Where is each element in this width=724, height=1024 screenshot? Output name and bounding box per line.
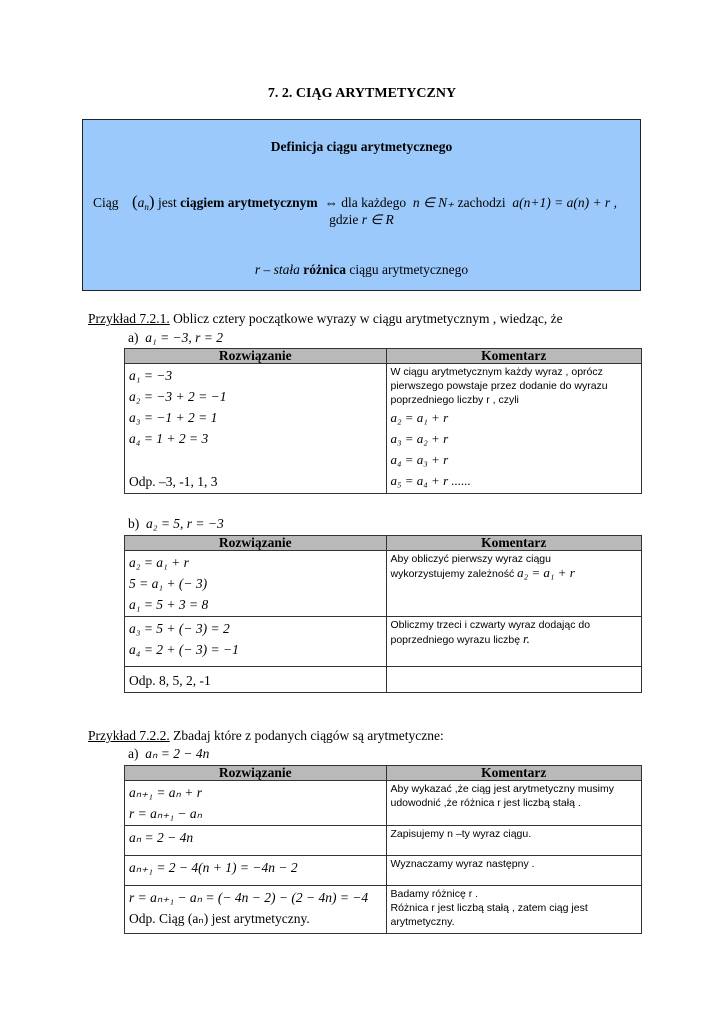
part-a-label: a) [128, 746, 139, 761]
example-1-text: Oblicz cztery początkowe wyrazy w ciągu arytmetycznym , wiedząc, że [173, 311, 563, 326]
header-solution: Rozwiązanie [125, 536, 387, 551]
comment-cell: Zapisujemy n –ty wyraz ciągu. [386, 826, 642, 856]
solution-line: r = aₙ₊₁ − aₙ = (− 4n − 2) − (2 − 4n) = −4 [129, 890, 369, 905]
comment-line: a₅ = a₄ + r ...... [390, 473, 471, 488]
sequence-open-paren: ( [132, 192, 138, 211]
comment-text: W ciągu arytmetycznym każdy wyraz , oprócz pierwszego powstaje przez dodanie do wyrazu poprzedniego liczby r , czyli [390, 366, 608, 406]
answer-cell [125, 667, 387, 693]
sequence-symbol: $a_n$ [137, 195, 149, 212]
solution-line: a₂ = −3 + 2 = −1 [129, 389, 227, 404]
comment-line: a₂ = a₁ + r [390, 410, 449, 425]
example-2-text: Zbadaj które z podanych ciągów są arytmetyczne: [173, 728, 444, 743]
comment-cell [386, 364, 642, 494]
comment-cell: Wyznaczamy wyraz następny . [386, 856, 642, 886]
part-a-given: aₙ = 2 − 4n [145, 746, 210, 761]
solution-cell [125, 551, 387, 617]
answer-text: Odp. 8, 5, 2, -1 [129, 673, 211, 688]
solution-cell [125, 781, 387, 826]
comment-cell [386, 886, 642, 934]
solution-cell [125, 856, 387, 886]
comment-text: Różnica r jest liczbą stałą , zatem ciąg jest arytmetyczny. [390, 902, 588, 928]
solution-cell [125, 364, 387, 494]
comment-line: a₄ = a₃ + r [390, 452, 449, 467]
definition-where-math: r ∈ R [361, 212, 394, 227]
table-example-2a [124, 765, 642, 934]
solution-line: a₄ = 2 + (− 3) = −1 [129, 642, 239, 657]
definition-box [82, 119, 641, 291]
definition-line-1 [93, 192, 617, 212]
definition-where: gdzie [329, 212, 359, 227]
sequence-close-paren: ) [148, 192, 155, 211]
solution-line: a₃ = −1 + 2 = 1 [129, 410, 218, 425]
answer-text: Odp. Ciąg (aₙ) jest arytmetyczny. [129, 911, 310, 926]
definition-formula: a(n+1) = a(n) + r , [512, 195, 617, 210]
definition-difference-term: różnica [303, 262, 346, 277]
empty-cell [386, 667, 642, 693]
header-comment: Komentarz [386, 536, 642, 551]
definition-condition: n ∈ N₊ [412, 195, 455, 210]
solution-cell [125, 826, 387, 856]
part-a-label: a) [128, 330, 139, 345]
definition-r-text-end: ciągu arytmetycznego [349, 262, 469, 277]
part-a-given: a₁ = −3, r = 2 [145, 330, 224, 345]
header-solution: Rozwiązanie [125, 766, 387, 781]
comment-text: Aby obliczyć pierwszy wyraz ciągu [390, 553, 551, 565]
solution-line: aₙ₊₁ = 2 − 4(n + 1) = −4n − 2 [129, 860, 298, 875]
table-example-1a [124, 348, 642, 494]
definition-line-2 [83, 212, 640, 228]
comment-cell: Aby wykazać ,że ciąg jest arytmetyczny musimy udowodnić ,że różnica r jest liczbą stałą . [386, 781, 642, 826]
part-b-label: b) [128, 516, 140, 531]
example-1-label: Przykład 7.2.1. [88, 311, 170, 326]
example-1-part-b [128, 516, 224, 532]
comment-cell [386, 551, 642, 617]
solution-cell [125, 886, 387, 934]
comment-text: Obliczmy trzeci i czwarty wyraz dodając do poprzedniego wyrazu liczbę r. [390, 619, 591, 646]
definition-holds: zachodzi [457, 195, 506, 210]
comment-text: Badamy różnicę r . [390, 888, 479, 900]
solution-line: a₄ = 1 + 2 = 3 [129, 431, 209, 446]
example-2-label: Przykład 7.2.2. [88, 728, 170, 743]
solution-line: r = aₙ₊₁ − aₙ [129, 806, 203, 821]
solution-line: aₙ₊₁ = aₙ + r [129, 785, 203, 800]
example-1-statement [88, 311, 563, 327]
definition-prefix: Ciąg [93, 195, 119, 210]
solution-line: a₂ = a₁ + r [129, 555, 189, 570]
solution-line: a₃ = 5 + (− 3) = 2 [129, 621, 230, 636]
header-comment: Komentarz [386, 349, 642, 364]
definition-r-text: r – stała [254, 262, 300, 277]
iff-symbol: ⇔ [324, 195, 338, 210]
example-2-part-a [128, 746, 209, 762]
definition-is: jest [157, 195, 177, 210]
comment-cell [386, 617, 642, 667]
part-b-given: a₂ = 5, r = −3 [146, 516, 224, 531]
comment-math: a₂ = a₁ + r [517, 565, 575, 580]
definition-for-each: dla każdego [341, 195, 407, 210]
solution-line: a₁ = −3 [129, 368, 173, 383]
table-example-1b [124, 535, 642, 693]
page-heading: 7. 2. CIĄG ARYTMETYCZNY [267, 86, 457, 101]
header-solution: Rozwiązanie [125, 349, 387, 364]
example-1-part-a [128, 330, 223, 346]
solution-line: a₁ = 5 + 3 = 8 [129, 597, 209, 612]
solution-cell [125, 617, 387, 667]
solution-line: 5 = a₁ + (− 3) [129, 576, 208, 591]
definition-line-3 [83, 262, 640, 278]
comment-line: a₃ = a₂ + r [390, 431, 449, 446]
definition-title: Definicja ciągu arytmetycznego [270, 139, 453, 154]
answer-text: Odp. –3, -1, 1, 3 [129, 474, 218, 489]
solution-line: aₙ = 2 − 4n [129, 830, 194, 845]
header-comment: Komentarz [386, 766, 642, 781]
comment-math: r. [523, 631, 530, 646]
example-2-statement [88, 728, 444, 744]
definition-term: ciągiem arytmetycznym [180, 195, 318, 210]
comment-text: wykorzystujemy zależność a₂ = a₁ + r [390, 565, 575, 580]
